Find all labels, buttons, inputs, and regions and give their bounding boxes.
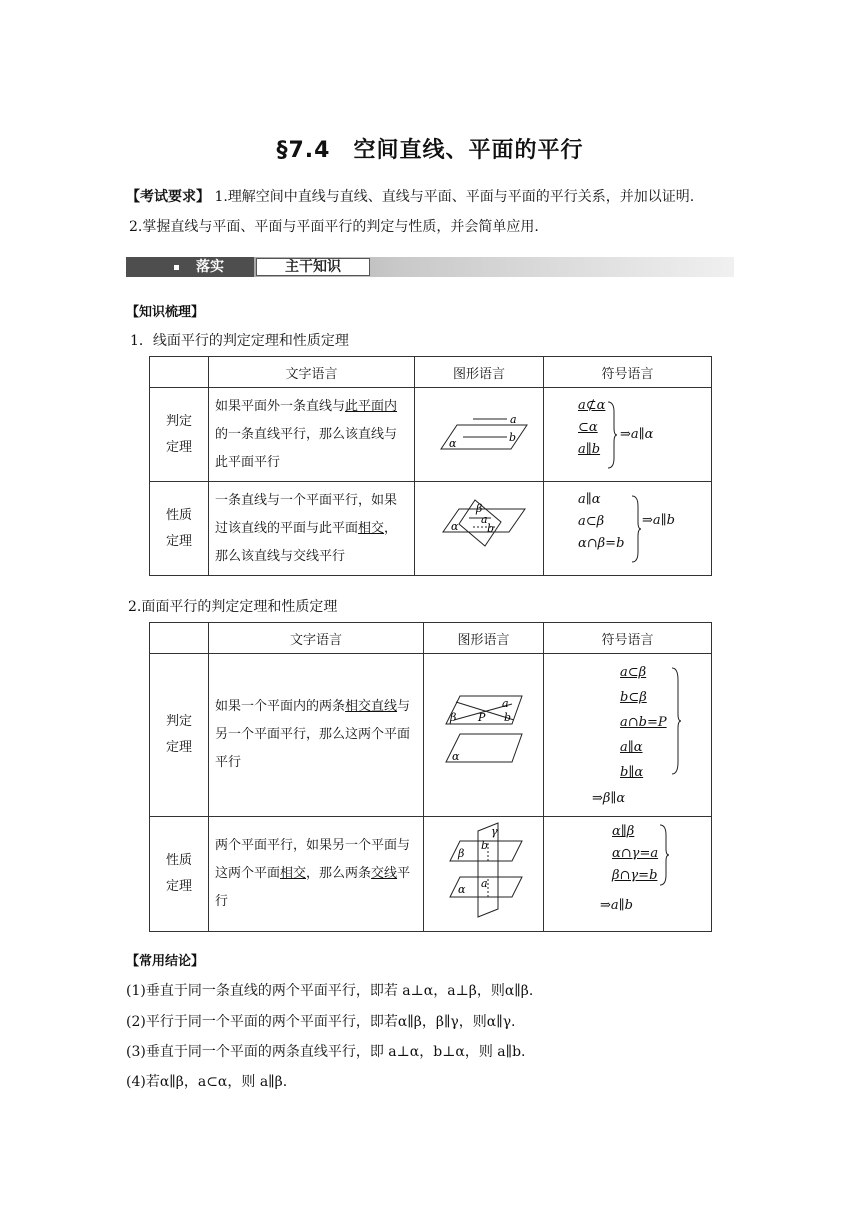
svg-text:α: α bbox=[452, 750, 460, 763]
parallel-planes-diagram bbox=[424, 654, 543, 812]
row-symbols: a∥α a⊂β α∩β=b ⇒a∥b bbox=[544, 482, 712, 576]
conclusion-item: (3)垂直于同一个平面的两条直线平行，即 a⊥α，b⊥α，则 a∥b. bbox=[126, 1044, 526, 1060]
svg-text:b: b bbox=[487, 522, 495, 535]
section-banner bbox=[126, 257, 734, 277]
conclusion-item: (4)若α∥β，a⊂α，则 a∥β. bbox=[126, 1074, 288, 1090]
table-row bbox=[150, 388, 712, 482]
row-name: 性质 定理 bbox=[150, 817, 209, 932]
three-planes-diagram bbox=[424, 817, 543, 927]
svg-text:α: α bbox=[449, 437, 457, 450]
section1-heading: 1．线面平行的判定定理和性质定理 bbox=[130, 333, 349, 349]
row-name: 性质 定理 bbox=[150, 482, 209, 576]
table-row bbox=[150, 654, 712, 817]
right-brace-icon bbox=[670, 666, 682, 776]
row-symbols: a⊄α ⊂α a∥b ⇒a∥α bbox=[544, 388, 712, 482]
header-text-lang: 文字语言 bbox=[209, 357, 415, 388]
header-text-lang: 文字语言 bbox=[209, 623, 424, 654]
plane-intersection-diagram bbox=[415, 482, 543, 571]
header-figure-lang: 图形语言 bbox=[415, 357, 544, 388]
row-text: 如果平面外一条直线与此平面内的一条直线平行，那么该直线与此平面平行 bbox=[209, 388, 415, 482]
conclusions-label: 【常用结论】 bbox=[126, 954, 205, 969]
row-name: 判定 定理 bbox=[150, 388, 209, 482]
right-brace-icon bbox=[630, 494, 642, 564]
row-symbols: α∥β α∩γ=a β∩γ=b ⇒a∥b bbox=[544, 817, 712, 932]
line-parallel-plane-diagram bbox=[415, 388, 543, 477]
requirements-text-2: 2.掌握直线与平面、平面与平面平行的判定与性质，并会简单应用. bbox=[129, 219, 539, 235]
svg-text:a: a bbox=[481, 877, 488, 890]
row-text: 一条直线与一个平面平行，如果过该直线的平面与此平面相交，那么该直线与交线平行 bbox=[209, 482, 415, 576]
conclusion-item: (1)垂直于同一条直线的两个平面平行，即若 a⊥α，a⊥β，则α∥β. bbox=[126, 983, 534, 999]
plane-plane-table bbox=[149, 622, 712, 932]
banner-tag-secondary: 主干知识 bbox=[256, 258, 370, 276]
line-plane-table bbox=[149, 356, 712, 576]
requirements-text-1: 1.理解空间中直线与直线、直线与平面、平面与平面的平行关系，并加以证明. bbox=[214, 189, 695, 205]
svg-text:α: α bbox=[451, 520, 459, 533]
row-figure bbox=[415, 482, 544, 576]
svg-text:b: b bbox=[481, 839, 489, 852]
svg-text:α: α bbox=[458, 883, 466, 896]
section2-heading: 2.面面平行的判定定理和性质定理 bbox=[128, 599, 338, 615]
svg-text:a: a bbox=[502, 697, 509, 710]
table-header-row bbox=[150, 357, 712, 388]
svg-text:P: P bbox=[478, 711, 486, 724]
requirements-line-1 bbox=[126, 188, 736, 206]
svg-text:a: a bbox=[510, 413, 517, 426]
row-figure bbox=[415, 388, 544, 482]
table-header-row bbox=[150, 623, 712, 654]
header-figure-lang: 图形语言 bbox=[424, 623, 544, 654]
table-row bbox=[150, 482, 712, 576]
svg-text:γ: γ bbox=[491, 825, 498, 838]
header-symbol-lang: 符号语言 bbox=[544, 623, 712, 654]
table-row bbox=[150, 817, 712, 932]
square-bullet-icon bbox=[174, 265, 179, 270]
requirements-label: 【考试要求】 bbox=[126, 189, 210, 205]
row-symbols: a⊂β b⊂β a∩b=P a∥α b∥α ⇒β∥α bbox=[544, 654, 712, 817]
svg-text:β: β bbox=[458, 847, 465, 860]
page-title: §7.4 空间直线、平面的平行 bbox=[276, 138, 584, 163]
row-name: 判定 定理 bbox=[150, 654, 209, 817]
svg-text:β: β bbox=[476, 502, 483, 515]
row-figure bbox=[424, 817, 544, 932]
row-figure bbox=[424, 654, 544, 817]
svg-text:β: β bbox=[450, 711, 457, 724]
conclusion-item: (2)平行于同一个平面的两个平面平行，即若α∥β，β∥γ，则α∥γ. bbox=[126, 1014, 516, 1030]
svg-text:b: b bbox=[509, 431, 517, 444]
header-symbol-lang: 符号语言 bbox=[544, 357, 712, 388]
right-brace-icon bbox=[658, 823, 670, 887]
svg-text:b: b bbox=[504, 711, 512, 724]
svg-text:a: a bbox=[481, 513, 488, 526]
knowledge-label: 【知识梳理】 bbox=[126, 305, 205, 320]
row-text: 两个平面平行，如果另一个平面与这两个平面相交，那么两条交线平行 bbox=[209, 817, 424, 932]
right-brace-icon bbox=[606, 400, 618, 470]
row-text: 如果一个平面内的两条相交直线与另一个平面平行，那么这两个平面平行 bbox=[209, 654, 424, 817]
banner-tag-primary: 落实 bbox=[126, 257, 254, 277]
